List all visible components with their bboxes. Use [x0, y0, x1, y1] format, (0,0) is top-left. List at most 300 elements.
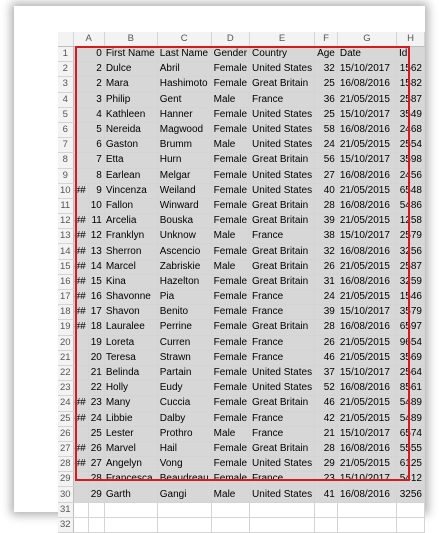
grid-cell-date[interactable]: 15/10/2017: [337, 472, 396, 487]
row-header[interactable]: 23: [58, 381, 73, 396]
grid-cell-gender[interactable]: Female: [211, 62, 249, 77]
grid-cell[interactable]: [315, 502, 338, 517]
row-header[interactable]: 3: [58, 77, 73, 92]
grid-cell-last-name[interactable]: Pia: [157, 290, 211, 305]
grid-cell-first-name[interactable]: Teresa: [104, 350, 157, 365]
grid-cell-gender[interactable]: Female: [211, 457, 249, 472]
grid-cell-country[interactable]: United States: [250, 107, 315, 122]
grid-cell-country[interactable]: Great Britain: [250, 214, 315, 229]
grid-cell-a[interactable]: 5: [73, 122, 104, 137]
grid-cell-last-name[interactable]: Zabriskie: [157, 259, 211, 274]
grid-cell-id[interactable]: Id: [397, 47, 425, 62]
grid-cell-age[interactable]: 40: [315, 183, 338, 198]
grid-cell-id[interactable]: 3256: [397, 244, 425, 259]
row-header[interactable]: 16: [58, 274, 73, 289]
grid-cell-age[interactable]: 27: [315, 168, 338, 183]
grid-cell-id[interactable]: 2579: [397, 229, 425, 244]
grid-cell-age[interactable]: 42: [315, 411, 338, 426]
grid-cell[interactable]: [337, 502, 396, 517]
grid-cell-a-index[interactable]: 25: [88, 426, 104, 441]
grid-cell-gender[interactable]: Female: [211, 381, 249, 396]
row-header[interactable]: 9: [58, 168, 73, 183]
grid-cell-id[interactable]: 5489: [397, 396, 425, 411]
grid-cell-date[interactable]: 15/10/2017: [337, 365, 396, 380]
grid-cell-first-name[interactable]: Etta: [104, 153, 157, 168]
grid-cell-gender[interactable]: Female: [211, 244, 249, 259]
grid-cell-a[interactable]: [73, 381, 88, 396]
grid-cell-age[interactable]: 28: [315, 441, 338, 456]
grid-cell-last-name[interactable]: Vong: [157, 457, 211, 472]
grid-cell-id[interactable]: 2554: [397, 138, 425, 153]
grid-cell-a[interactable]: [73, 472, 88, 487]
grid-cell-first-name[interactable]: Many: [104, 396, 157, 411]
grid-cell-age[interactable]: 39: [315, 214, 338, 229]
grid-cell-date[interactable]: 16/08/2016: [337, 274, 396, 289]
grid-cell-id[interactable]: 2564: [397, 365, 425, 380]
row-header[interactable]: 29: [58, 472, 73, 487]
row-header[interactable]: 14: [58, 244, 73, 259]
grid-cell-last-name[interactable]: Perrine: [157, 320, 211, 335]
grid-cell-last-name[interactable]: Unknow: [157, 229, 211, 244]
grid-cell-first-name[interactable]: Angelyn: [104, 457, 157, 472]
grid-cell-first-name[interactable]: Marcel: [104, 259, 157, 274]
grid-cell-a-index[interactable]: 26: [88, 441, 104, 456]
column-header-c[interactable]: C: [157, 32, 211, 47]
grid-cell-country[interactable]: United States: [250, 457, 315, 472]
grid-cell-id[interactable]: 3569: [397, 350, 425, 365]
grid-cell-first-name[interactable]: Holly: [104, 381, 157, 396]
select-all-corner[interactable]: [58, 32, 73, 47]
grid-cell-date[interactable]: 21/05/2015: [337, 290, 396, 305]
row-header[interactable]: 7: [58, 138, 73, 153]
grid-cell-first-name[interactable]: Arcelia: [104, 214, 157, 229]
column-header-e[interactable]: E: [250, 32, 315, 47]
row-header[interactable]: 8: [58, 153, 73, 168]
grid-cell-a[interactable]: ##: [73, 411, 88, 426]
grid-cell[interactable]: [104, 517, 157, 532]
grid-cell-first-name[interactable]: Gaston: [104, 138, 157, 153]
grid-cell-date[interactable]: 16/08/2016: [337, 381, 396, 396]
row-header[interactable]: 21: [58, 350, 73, 365]
grid-cell-age[interactable]: 46: [315, 350, 338, 365]
grid-cell[interactable]: [211, 517, 249, 532]
grid-cell-a[interactable]: ##: [73, 320, 88, 335]
grid-cell-date[interactable]: 16/08/2016: [337, 441, 396, 456]
grid-cell-date[interactable]: 21/05/2015: [337, 259, 396, 274]
grid-cell-age[interactable]: 26: [315, 259, 338, 274]
grid-cell-country[interactable]: France: [250, 92, 315, 107]
grid-cell-a[interactable]: 6: [73, 138, 104, 153]
grid-cell-a[interactable]: ##: [73, 214, 88, 229]
grid-cell-id[interactable]: 2587: [397, 259, 425, 274]
grid-cell-id[interactable]: 3579: [397, 305, 425, 320]
row-header[interactable]: 13: [58, 229, 73, 244]
row-header[interactable]: 11: [58, 198, 73, 213]
grid-cell-last-name[interactable]: Gangi: [157, 487, 211, 502]
grid-cell-gender[interactable]: Female: [211, 350, 249, 365]
grid-cell-country[interactable]: France: [250, 290, 315, 305]
grid-cell-last-name[interactable]: Curren: [157, 335, 211, 350]
grid-cell-date[interactable]: 15/10/2017: [337, 62, 396, 77]
grid-cell-a-index[interactable]: 28: [88, 472, 104, 487]
grid-cell-date[interactable]: 16/08/2016: [337, 77, 396, 92]
grid-cell-age[interactable]: 21: [315, 426, 338, 441]
grid-cell-country[interactable]: Great Britain: [250, 77, 315, 92]
grid-cell-age[interactable]: 38: [315, 229, 338, 244]
grid-cell-id[interactable]: 3549: [397, 107, 425, 122]
grid-cell-a-index[interactable]: 10: [88, 198, 104, 213]
grid-cell-first-name[interactable]: Mara: [104, 77, 157, 92]
row-header[interactable]: 28: [58, 457, 73, 472]
grid-cell-gender[interactable]: Female: [211, 168, 249, 183]
grid-cell-date[interactable]: 15/10/2017: [337, 426, 396, 441]
grid-cell-gender[interactable]: Female: [211, 472, 249, 487]
grid-cell-date[interactable]: 21/05/2015: [337, 411, 396, 426]
grid-cell-date[interactable]: 21/05/2015: [337, 183, 396, 198]
grid-cell-a[interactable]: [73, 426, 88, 441]
grid-cell[interactable]: [211, 502, 249, 517]
grid-cell-age[interactable]: 52: [315, 381, 338, 396]
grid-cell-a-index[interactable]: 22: [88, 381, 104, 396]
grid-cell-country[interactable]: United States: [250, 168, 315, 183]
grid-cell-age[interactable]: 46: [315, 396, 338, 411]
grid-cell-gender[interactable]: Female: [211, 107, 249, 122]
grid-cell-a[interactable]: [73, 365, 88, 380]
grid-cell-first-name[interactable]: Libbie: [104, 411, 157, 426]
grid-cell-age[interactable]: 41: [315, 487, 338, 502]
grid-cell-id[interactable]: 1258: [397, 214, 425, 229]
grid-cell[interactable]: [157, 517, 211, 532]
grid-cell-country[interactable]: France: [250, 335, 315, 350]
row-header[interactable]: 17: [58, 290, 73, 305]
grid-cell-gender[interactable]: Female: [211, 153, 249, 168]
grid-cell-country[interactable]: France: [250, 229, 315, 244]
grid-cell-id[interactable]: 5555: [397, 441, 425, 456]
row-header[interactable]: 6: [58, 122, 73, 137]
grid-cell-first-name[interactable]: Francesca: [104, 472, 157, 487]
row-header[interactable]: 22: [58, 365, 73, 380]
grid-cell-last-name[interactable]: Hashimoto: [157, 77, 211, 92]
grid-cell-date[interactable]: 21/05/2015: [337, 92, 396, 107]
grid-cell-id[interactable]: 3259: [397, 274, 425, 289]
grid-cell[interactable]: [73, 502, 88, 517]
grid-cell-a-index[interactable]: 11: [88, 214, 104, 229]
grid-cell-last-name[interactable]: Weiland: [157, 183, 211, 198]
grid-cell[interactable]: [250, 502, 315, 517]
grid-cell-a[interactable]: 7: [73, 153, 104, 168]
grid-cell-last-name[interactable]: Ascencio: [157, 244, 211, 259]
grid-cell-a[interactable]: ##: [73, 274, 88, 289]
grid-cell-a[interactable]: ##: [73, 441, 88, 456]
grid-cell-date[interactable]: 16/08/2016: [337, 168, 396, 183]
grid-cell-country[interactable]: Great Britain: [250, 153, 315, 168]
grid-cell-age[interactable]: 37: [315, 365, 338, 380]
grid-cell-a[interactable]: 0: [73, 47, 104, 62]
grid-cell-date[interactable]: 21/05/2015: [337, 138, 396, 153]
grid-cell-date[interactable]: 21/05/2015: [337, 457, 396, 472]
row-header[interactable]: 10: [58, 183, 73, 198]
grid-cell-age[interactable]: 26: [315, 335, 338, 350]
grid-cell-first-name[interactable]: Sherron: [104, 244, 157, 259]
grid-cell-date[interactable]: 15/10/2017: [337, 153, 396, 168]
grid-cell-a[interactable]: 3: [73, 92, 104, 107]
grid-cell-a-index[interactable]: 19: [88, 335, 104, 350]
grid-cell-a-index[interactable]: 13: [88, 244, 104, 259]
grid-cell-a[interactable]: 8: [73, 168, 104, 183]
row-header[interactable]: 24: [58, 396, 73, 411]
row-header[interactable]: 5: [58, 107, 73, 122]
grid-cell-a[interactable]: ##: [73, 183, 88, 198]
row-header[interactable]: 27: [58, 441, 73, 456]
grid-cell-first-name[interactable]: Shavonne: [104, 290, 157, 305]
row-header[interactable]: 32: [58, 517, 73, 532]
grid-cell-gender[interactable]: Female: [211, 365, 249, 380]
grid-cell-last-name[interactable]: Eudy: [157, 381, 211, 396]
grid-cell-country[interactable]: United States: [250, 381, 315, 396]
grid-cell-country[interactable]: Great Britain: [250, 441, 315, 456]
row-header[interactable]: 30: [58, 487, 73, 502]
grid-cell-country[interactable]: Great Britain: [250, 198, 315, 213]
grid-cell[interactable]: [397, 517, 425, 532]
grid-cell-a-index[interactable]: 12: [88, 229, 104, 244]
grid-cell-last-name[interactable]: Hanner: [157, 107, 211, 122]
grid-cell-last-name[interactable]: Magwood: [157, 122, 211, 137]
column-header-b[interactable]: B: [104, 32, 157, 47]
grid-cell-a-index[interactable]: 14: [88, 259, 104, 274]
grid-cell-a[interactable]: ##: [73, 244, 88, 259]
grid-cell-country[interactable]: Great Britain: [250, 274, 315, 289]
row-header[interactable]: 19: [58, 320, 73, 335]
grid-cell-first-name[interactable]: Garth: [104, 487, 157, 502]
grid-cell-age[interactable]: 58: [315, 122, 338, 137]
row-header[interactable]: 1: [58, 47, 73, 62]
grid-cell-first-name[interactable]: Kina: [104, 274, 157, 289]
grid-cell-first-name[interactable]: Dulce: [104, 62, 157, 77]
grid-cell-first-name[interactable]: Marvel: [104, 441, 157, 456]
grid-cell-last-name[interactable]: Strawn: [157, 350, 211, 365]
grid-cell[interactable]: [315, 517, 338, 532]
grid-cell-age[interactable]: Age: [315, 47, 338, 62]
grid-cell-a[interactable]: [73, 335, 88, 350]
grid-cell-gender[interactable]: Female: [211, 198, 249, 213]
grid-cell-first-name[interactable]: Lauralee: [104, 320, 157, 335]
grid-cell-date[interactable]: 21/05/2015: [337, 350, 396, 365]
grid-cell[interactable]: [73, 517, 88, 532]
grid-cell-last-name[interactable]: Partain: [157, 365, 211, 380]
grid-cell-first-name[interactable]: Shavon: [104, 305, 157, 320]
grid-cell-a-index[interactable]: 20: [88, 350, 104, 365]
grid-cell-country[interactable]: United States: [250, 365, 315, 380]
grid-cell-age[interactable]: 29: [315, 457, 338, 472]
grid-cell-country[interactable]: United States: [250, 487, 315, 502]
grid-cell-gender[interactable]: Female: [211, 305, 249, 320]
row-header[interactable]: 15: [58, 259, 73, 274]
grid-cell-country[interactable]: United States: [250, 183, 315, 198]
grid-cell-age[interactable]: 24: [315, 138, 338, 153]
grid-cell-last-name[interactable]: Last Name: [157, 47, 211, 62]
grid-cell-a-index[interactable]: 24: [88, 411, 104, 426]
grid-cell-date[interactable]: Date: [337, 47, 396, 62]
grid-cell-id[interactable]: 6597: [397, 320, 425, 335]
grid-cell-a[interactable]: ##: [73, 396, 88, 411]
column-header-d[interactable]: D: [211, 32, 249, 47]
grid-cell-a-index[interactable]: 16: [88, 290, 104, 305]
grid-cell-date[interactable]: 15/10/2017: [337, 107, 396, 122]
grid-cell[interactable]: [337, 517, 396, 532]
grid-cell-last-name[interactable]: Gent: [157, 92, 211, 107]
grid-cell-country[interactable]: France: [250, 426, 315, 441]
grid-cell-gender[interactable]: Male: [211, 487, 249, 502]
grid-cell-last-name[interactable]: Prothro: [157, 426, 211, 441]
grid-cell-id[interactable]: 8561: [397, 381, 425, 396]
grid-cell-id[interactable]: 5486: [397, 198, 425, 213]
row-header[interactable]: 25: [58, 411, 73, 426]
grid-cell-id[interactable]: 5489: [397, 411, 425, 426]
row-header[interactable]: 31: [58, 502, 73, 517]
grid-cell-last-name[interactable]: Hurn: [157, 153, 211, 168]
grid-cell-id[interactable]: 2468: [397, 122, 425, 137]
grid-cell-country[interactable]: France: [250, 350, 315, 365]
grid-cell-country[interactable]: France: [250, 411, 315, 426]
grid-cell-date[interactable]: 16/08/2016: [337, 487, 396, 502]
grid-cell-first-name[interactable]: Philip: [104, 92, 157, 107]
grid-cell-first-name[interactable]: First Name: [104, 47, 157, 62]
grid-cell-gender[interactable]: Female: [211, 335, 249, 350]
grid-cell-gender[interactable]: Male: [211, 138, 249, 153]
grid-cell-country[interactable]: Great Britain: [250, 244, 315, 259]
grid-cell-gender[interactable]: Male: [211, 92, 249, 107]
grid-cell-age[interactable]: 25: [315, 107, 338, 122]
grid-cell-age[interactable]: 32: [315, 244, 338, 259]
grid-cell-first-name[interactable]: Loreta: [104, 335, 157, 350]
grid-cell-gender[interactable]: Female: [211, 320, 249, 335]
grid-cell-a-index[interactable]: 23: [88, 396, 104, 411]
grid-cell-gender[interactable]: Male: [211, 229, 249, 244]
grid-cell-country[interactable]: United States: [250, 138, 315, 153]
grid-cell-last-name[interactable]: Hail: [157, 441, 211, 456]
grid-cell-id[interactable]: 2587: [397, 92, 425, 107]
grid-cell-a-index[interactable]: 9: [88, 183, 104, 198]
grid-cell-gender[interactable]: Female: [211, 274, 249, 289]
grid-cell-age[interactable]: 39: [315, 305, 338, 320]
grid-cell-id[interactable]: 6574: [397, 426, 425, 441]
grid-cell-a[interactable]: [73, 350, 88, 365]
grid-cell-date[interactable]: 21/05/2015: [337, 396, 396, 411]
grid-cell-last-name[interactable]: Benito: [157, 305, 211, 320]
row-header[interactable]: 26: [58, 426, 73, 441]
grid-cell[interactable]: [250, 517, 315, 532]
row-header[interactable]: 4: [58, 92, 73, 107]
grid-cell-last-name[interactable]: Melgar: [157, 168, 211, 183]
column-header-a[interactable]: A: [73, 32, 104, 47]
grid-cell-date[interactable]: 16/08/2016: [337, 244, 396, 259]
grid-cell-age[interactable]: 28: [315, 198, 338, 213]
column-header-g[interactable]: G: [337, 32, 396, 47]
grid-cell-gender[interactable]: Female: [211, 214, 249, 229]
grid-cell-last-name[interactable]: Beaudreau: [157, 472, 211, 487]
grid-cell-first-name[interactable]: Kathleen: [104, 107, 157, 122]
grid-cell-age[interactable]: 31: [315, 274, 338, 289]
grid-cell-country[interactable]: United States: [250, 122, 315, 137]
grid-cell-last-name[interactable]: Hazelton: [157, 274, 211, 289]
grid-cell-age[interactable]: 28: [315, 320, 338, 335]
grid-cell-country[interactable]: Country: [250, 47, 315, 62]
grid-cell-a[interactable]: ##: [73, 457, 88, 472]
grid-cell-id[interactable]: 6548: [397, 183, 425, 198]
grid-cell-a-index[interactable]: 27: [88, 457, 104, 472]
grid-cell-gender[interactable]: Female: [211, 396, 249, 411]
row-header[interactable]: 18: [58, 305, 73, 320]
grid-cell-gender[interactable]: Gender: [211, 47, 249, 62]
grid-cell-date[interactable]: 21/05/2015: [337, 335, 396, 350]
grid-cell-a[interactable]: ##: [73, 229, 88, 244]
grid-cell-a-index[interactable]: 17: [88, 305, 104, 320]
grid-cell-country[interactable]: Great Britain: [250, 320, 315, 335]
grid-cell-last-name[interactable]: Brumm: [157, 138, 211, 153]
grid-cell-id[interactable]: 6125: [397, 457, 425, 472]
grid-cell-a[interactable]: 4: [73, 107, 104, 122]
grid-cell[interactable]: [88, 502, 104, 517]
grid-cell-age[interactable]: 56: [315, 153, 338, 168]
grid-cell-country[interactable]: Great Britain: [250, 396, 315, 411]
grid-cell-a[interactable]: [73, 487, 88, 502]
grid-cell-date[interactable]: 15/10/2017: [337, 305, 396, 320]
grid-cell-gender[interactable]: Female: [211, 77, 249, 92]
grid-cell-a[interactable]: ##: [73, 259, 88, 274]
grid-cell-gender[interactable]: Male: [211, 426, 249, 441]
grid-cell-id[interactable]: 5412: [397, 472, 425, 487]
grid-cell-gender[interactable]: Female: [211, 411, 249, 426]
row-header[interactable]: 12: [58, 214, 73, 229]
grid-cell-a[interactable]: [73, 198, 88, 213]
grid-cell-a[interactable]: ##: [73, 305, 88, 320]
grid-cell-last-name[interactable]: Cuccia: [157, 396, 211, 411]
grid-cell-age[interactable]: 36: [315, 92, 338, 107]
grid-cell-country[interactable]: Great Britain: [250, 259, 315, 274]
grid-cell-gender[interactable]: Female: [211, 290, 249, 305]
grid-cell-id[interactable]: 1562: [397, 62, 425, 77]
grid-cell-country[interactable]: United States: [250, 62, 315, 77]
grid-cell-country[interactable]: France: [250, 472, 315, 487]
grid-cell-date[interactable]: 21/05/2015: [337, 214, 396, 229]
grid-cell-gender[interactable]: Female: [211, 441, 249, 456]
grid-cell-first-name[interactable]: Nereida: [104, 122, 157, 137]
grid-cell-age[interactable]: 23: [315, 472, 338, 487]
grid-cell-id[interactable]: 1546: [397, 290, 425, 305]
row-header[interactable]: 2: [58, 62, 73, 77]
grid-cell-a-index[interactable]: 18: [88, 320, 104, 335]
grid-cell-first-name[interactable]: Vincenza: [104, 183, 157, 198]
grid-cell-first-name[interactable]: Belinda: [104, 365, 157, 380]
grid-cell-last-name[interactable]: Abril: [157, 62, 211, 77]
grid-cell-id[interactable]: 3256: [397, 487, 425, 502]
grid-cell-date[interactable]: 16/08/2016: [337, 122, 396, 137]
grid-cell-id[interactable]: 1582: [397, 77, 425, 92]
grid-cell-country[interactable]: France: [250, 305, 315, 320]
grid-cell-age[interactable]: 24: [315, 290, 338, 305]
column-header-f[interactable]: F: [315, 32, 338, 47]
grid-cell-age[interactable]: 32: [315, 62, 338, 77]
grid-cell-id[interactable]: 9654: [397, 335, 425, 350]
grid-cell-date[interactable]: 15/10/2017: [337, 229, 396, 244]
row-header[interactable]: 20: [58, 335, 73, 350]
grid-cell[interactable]: [397, 502, 425, 517]
grid-cell-last-name[interactable]: Bouska: [157, 214, 211, 229]
grid-cell-age[interactable]: 25: [315, 77, 338, 92]
grid-cell-date[interactable]: 16/08/2016: [337, 198, 396, 213]
grid-cell-gender[interactable]: Female: [211, 183, 249, 198]
grid-cell[interactable]: [88, 517, 104, 532]
